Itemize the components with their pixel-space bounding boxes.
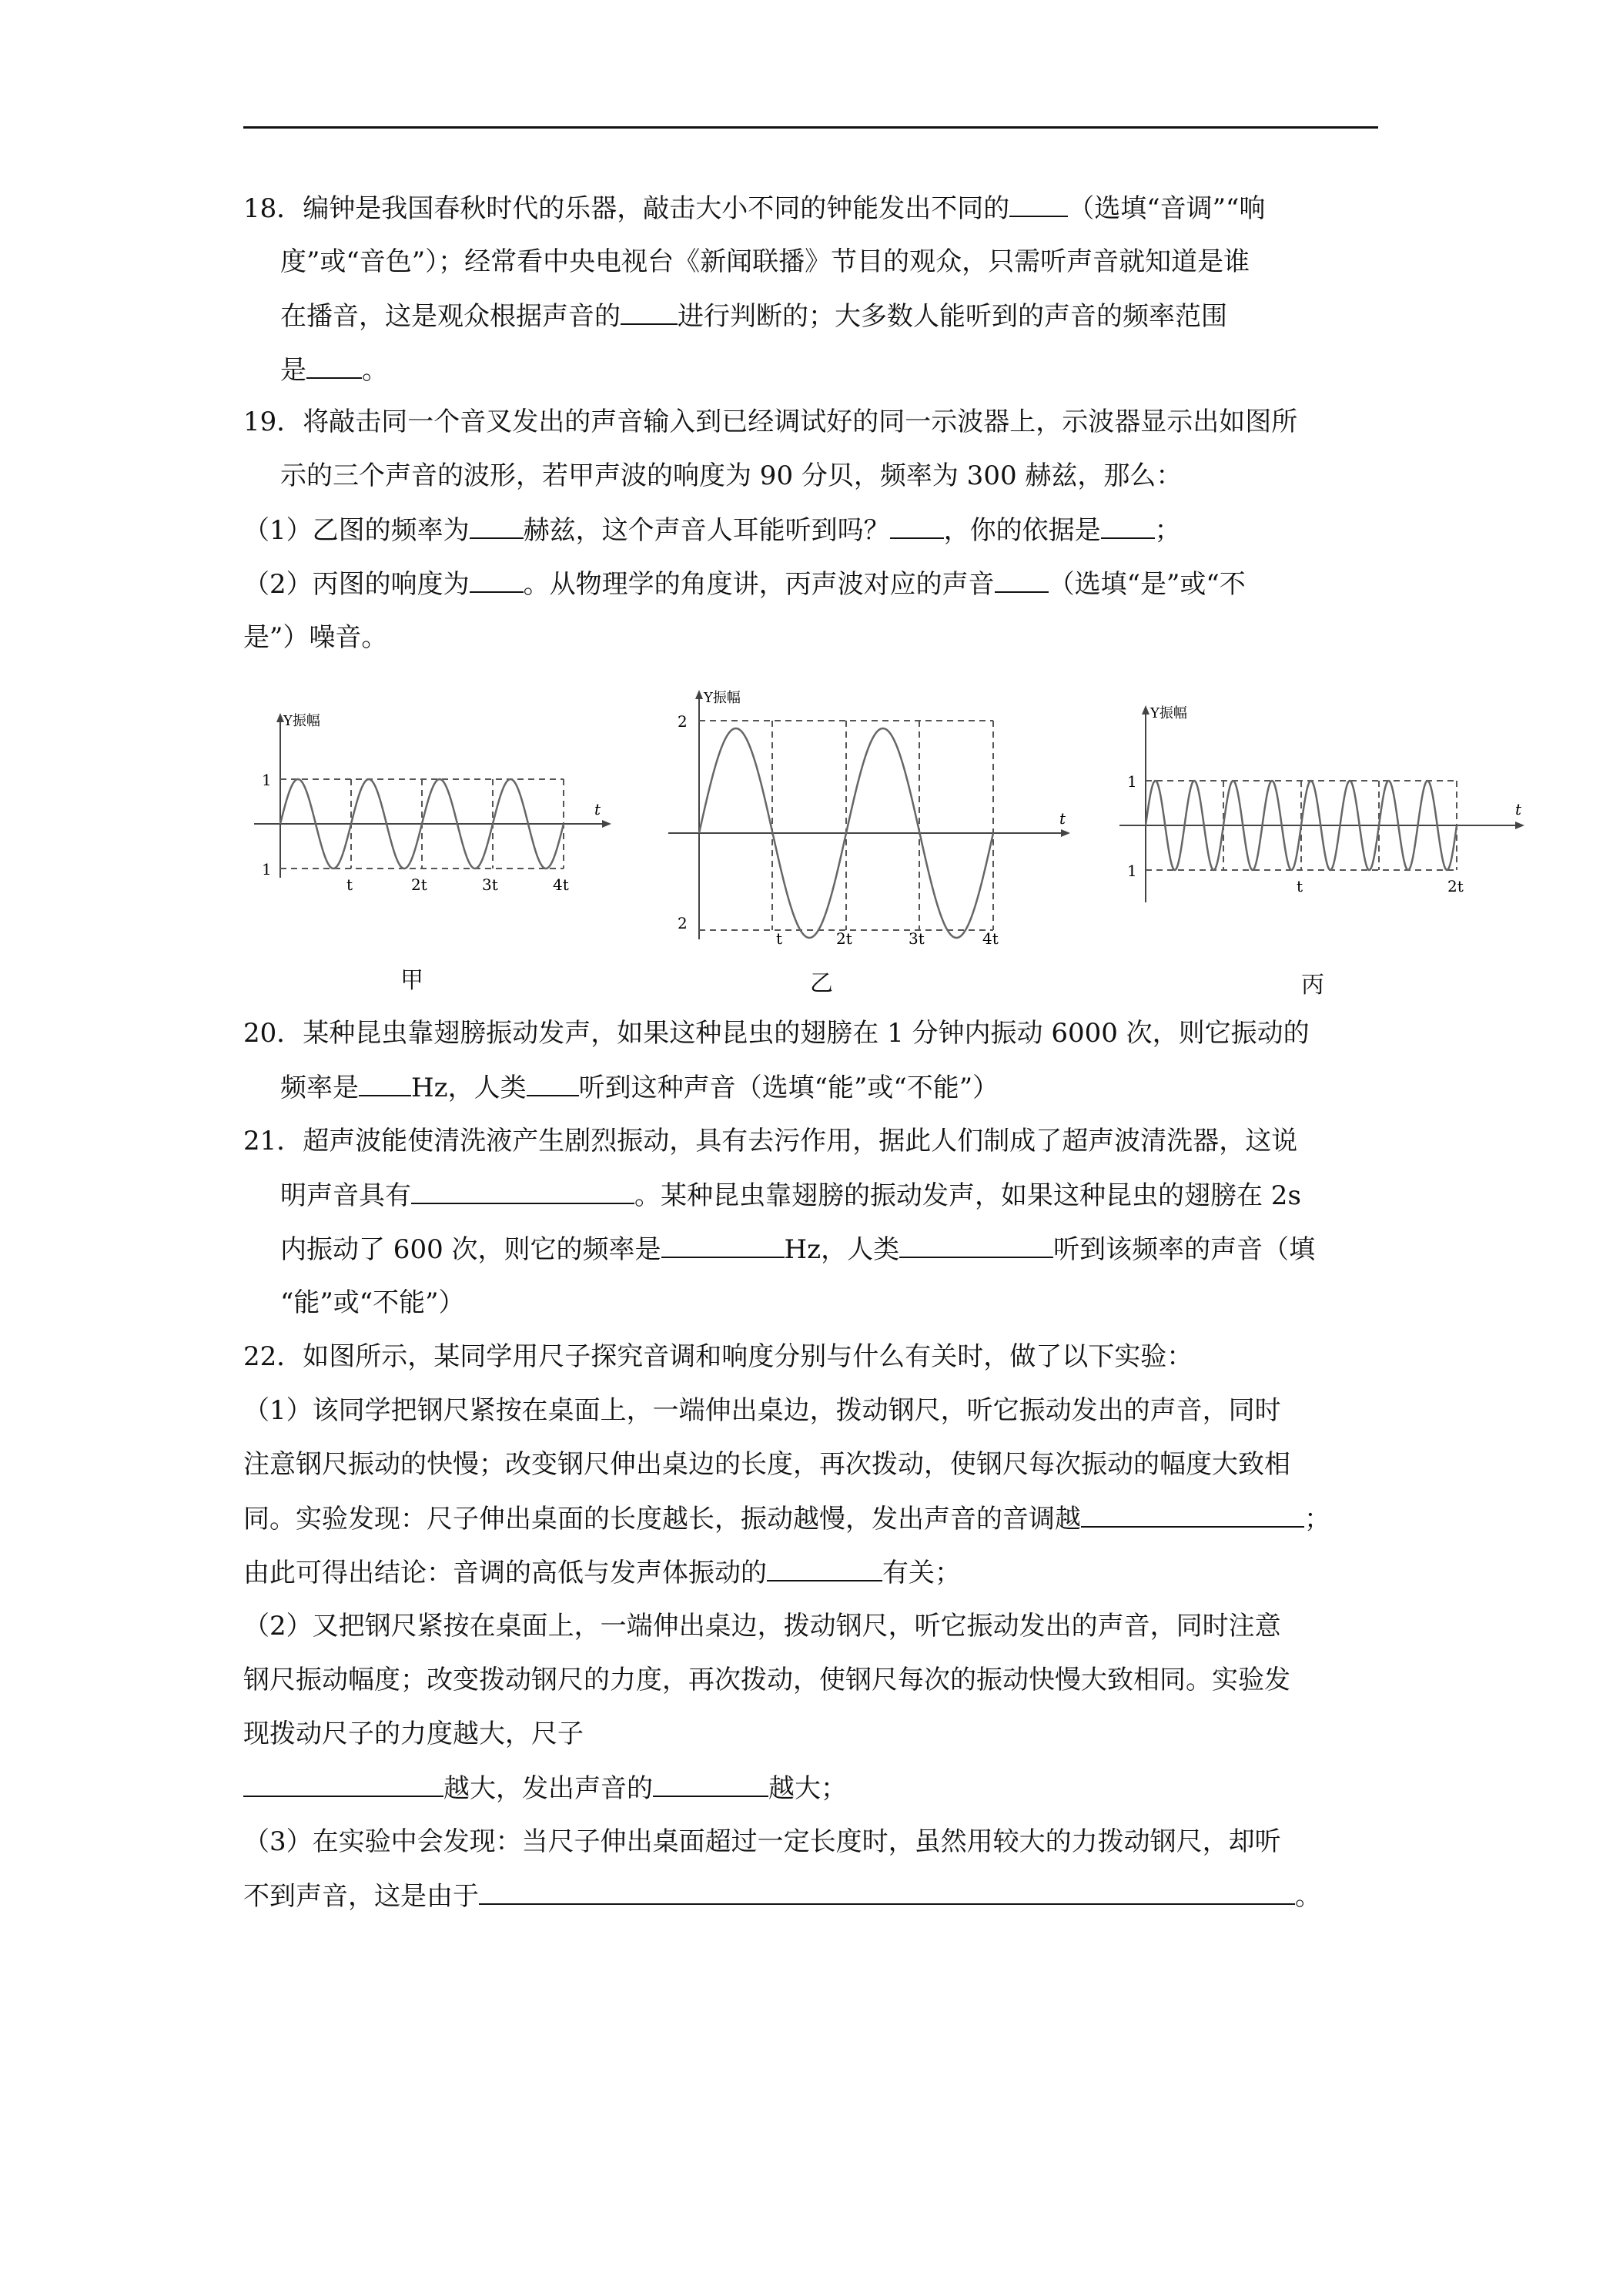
- x-tick: t: [1297, 877, 1303, 895]
- q20-text: 频率是: [280, 1073, 359, 1103]
- q19-text: （选填“是”或“不: [1048, 569, 1246, 600]
- q22-text: 现拨动尺子的力度越大，尺子: [243, 1719, 584, 1749]
- x-axis-label: t: [1515, 800, 1522, 818]
- q21-text: 内振动了 600 次，则它的频率是: [280, 1234, 661, 1265]
- q19-blank-3[interactable]: [1101, 514, 1155, 539]
- q19-text: 19．将敲击同一个音叉发出的声音输入到已经调试好的同一示波器上，示波器显示出如图所: [243, 407, 1298, 437]
- q22-text: 。: [1295, 1881, 1321, 1912]
- q19-text: ；: [1154, 515, 1181, 546]
- q21-text: “能”或“不能”）: [280, 1287, 465, 1318]
- q19-text: ，你的依据是: [943, 515, 1101, 546]
- q18-text: 在播音，这是观众根据声音的: [280, 301, 621, 332]
- y-axis-arrow-icon: [695, 690, 703, 699]
- q18-text: 18．编钟是我国春秋时代的乐器，敲击大小不同的钟能发出不同的: [243, 193, 1010, 224]
- q19-blank-2[interactable]: [890, 514, 944, 539]
- x-tick: t: [346, 875, 353, 893]
- x-tick: 2t: [411, 875, 427, 893]
- figure-yi: [662, 685, 1078, 950]
- q19-text: 。从物理学的角度讲，丙声波对应的声音: [523, 569, 995, 600]
- x-axis-label: t: [1059, 809, 1066, 828]
- q21-line-4: [280, 1287, 1378, 1318]
- q20-text: 听到这种声音（选填“能”或“不能”）: [578, 1073, 999, 1103]
- q18-line-2: [280, 246, 1378, 277]
- q22-blank-4[interactable]: [653, 1772, 768, 1797]
- x-axis-arrow-icon: [1061, 829, 1070, 837]
- x-axis-arrow-icon: [602, 820, 611, 828]
- q21-blank-2[interactable]: [661, 1233, 785, 1258]
- q19-text: 赫兹，这个声音人耳能听到吗？: [523, 515, 890, 546]
- q22-text: 越大，发出声音的: [443, 1773, 653, 1804]
- q22-text: 有关；: [882, 1558, 961, 1588]
- q22-blank-5[interactable]: [479, 1880, 1295, 1905]
- q18-line-4: [280, 354, 1378, 386]
- q18-line-1: [243, 192, 1378, 224]
- q19-line-1: [243, 407, 1378, 437]
- y-axis-label: Y振幅: [283, 713, 320, 729]
- q19-text: （2）丙图的响度为: [243, 569, 470, 600]
- y-tick-neg: 2: [678, 914, 688, 932]
- q21-text: Hz，人类: [784, 1234, 900, 1265]
- q22-line-3: [243, 1449, 1378, 1480]
- q18-blank-3[interactable]: [306, 354, 362, 379]
- figure-caption-yi: 乙: [810, 970, 833, 997]
- y-tick-neg: 1: [1127, 862, 1137, 880]
- q22-text: （1）该同学把钢尺紧按在桌面上，一端伸出桌边，拨动钢尺，听它振动发出的声音，同时: [243, 1395, 1281, 1426]
- y-axis-label: Y振幅: [704, 690, 741, 706]
- q18-text: 度”或“音色”）；经常看中央电视台《新闻联播》节目的观众，只需听声音就知道是谁: [280, 246, 1250, 277]
- q22-text: 22．如图所示，某同学用尺子探究音调和响度分别与什么有关时，做了以下实验：: [243, 1341, 1193, 1372]
- q20-text: Hz，人类: [411, 1073, 527, 1103]
- q22-line-7: [243, 1665, 1378, 1695]
- q19-text: （1）乙图的频率为: [243, 515, 470, 546]
- q18-text: 是: [280, 355, 306, 386]
- figure-jia: [239, 708, 624, 896]
- q22-blank-1[interactable]: [1081, 1503, 1304, 1528]
- x-tick: 4t: [553, 875, 569, 893]
- q21-blank-1[interactable]: [411, 1180, 634, 1204]
- q21-line-1: [243, 1126, 1378, 1156]
- x-tick: 4t: [982, 929, 999, 947]
- q20-blank-2[interactable]: [527, 1072, 579, 1096]
- header-rule: [243, 126, 1378, 129]
- q18-text: （选填“音调”“响: [1068, 193, 1266, 224]
- x-tick: 2t: [836, 929, 852, 947]
- q20-text: 20．某种昆虫靠翅膀振动发声，如果这种昆虫的翅膀在 1 分钟内振动 6000 次，则它振动的: [243, 1018, 1310, 1049]
- dashed-grid: [699, 721, 993, 930]
- q22-line-5: [243, 1557, 1378, 1588]
- q18-text: 进行判断的；大多数人能听到的声音的频率范围: [678, 301, 1227, 332]
- q22-text: 越大；: [768, 1773, 847, 1804]
- x-tick: 3t: [909, 929, 925, 947]
- q18-text: 。: [362, 355, 388, 386]
- x-axis-label: t: [594, 800, 601, 818]
- q20-blank-1[interactable]: [359, 1072, 411, 1096]
- q21-blank-3[interactable]: [899, 1233, 1053, 1258]
- q21-text: 听到该频率的声音（填: [1053, 1234, 1316, 1265]
- q21-text: 21．超声波能使清洗液产生剧烈振动，具有去污作用，据此人们制成了超声波清洗器，这说: [243, 1126, 1298, 1156]
- q22-line-9: [243, 1772, 1378, 1804]
- q22-line-1: [243, 1341, 1378, 1372]
- q22-line-4: [243, 1503, 1378, 1535]
- x-axis-arrow-icon: [1515, 822, 1524, 829]
- q22-line-11: [243, 1880, 1378, 1912]
- q18-blank-2[interactable]: [621, 300, 678, 325]
- q21-text: 。某种昆虫靠翅膀的振动发声，如果这种昆虫的翅膀在 2s: [634, 1180, 1301, 1211]
- figure-bing: [1109, 701, 1540, 912]
- y-axis-arrow-icon: [1142, 705, 1149, 715]
- q19-line-4: [243, 568, 1378, 600]
- q22-blank-2[interactable]: [767, 1557, 882, 1581]
- y-tick-pos: 1: [1127, 772, 1137, 791]
- q22-line-8: [243, 1719, 1378, 1749]
- q22-blank-3[interactable]: [243, 1772, 443, 1797]
- q21-line-3: [280, 1233, 1378, 1265]
- q20-line-1: [243, 1018, 1378, 1049]
- q22-text: 由此可得出结论：音调的高低与发声体振动的: [243, 1558, 767, 1588]
- q19-line-5: [243, 622, 1378, 653]
- q20-line-2: [280, 1072, 1378, 1103]
- q22-text: 注意钢尺振动的快慢；改变钢尺伸出桌边的长度，再次拨动，使钢尺每次振动的幅度大致相: [243, 1449, 1290, 1480]
- q22-text: 不到声音，这是由于: [243, 1881, 479, 1912]
- x-tick: 2t: [1447, 877, 1464, 895]
- q22-text: （3）在实验中会发现：当尺子伸出桌面超过一定长度时，虽然用较大的力拨动钢尺，却听: [243, 1826, 1281, 1857]
- q19-line-2: [280, 460, 1378, 491]
- q22-line-2: [243, 1395, 1378, 1426]
- figure-caption-bing: 丙: [1301, 972, 1324, 999]
- q19-text: 示的三个声音的波形，若甲声波的响度为 90 分贝，频率为 300 赫兹，那么：: [280, 460, 1183, 491]
- q22-line-6: [243, 1611, 1378, 1642]
- y-axis-label: Y振幅: [1150, 705, 1187, 721]
- y-tick-neg: 1: [262, 860, 272, 879]
- q22-line-10: [243, 1826, 1378, 1857]
- q19-line-3: [243, 514, 1378, 546]
- q18-line-3: [280, 300, 1378, 332]
- figure-caption-jia: 甲: [400, 967, 423, 994]
- q19-blank-5[interactable]: [995, 568, 1049, 593]
- q22-text: 同。实验发现：尺子伸出桌面的长度越长，振动越慢，发出声音的音调越: [243, 1504, 1081, 1535]
- q21-text: 明声音具有: [280, 1180, 411, 1211]
- q19-blank-1[interactable]: [470, 514, 524, 539]
- y-tick-pos: 2: [678, 712, 688, 731]
- q22-text: （2）又把钢尺紧按在桌面上，一端伸出桌边，拨动钢尺，听它振动发出的声音，同时注意: [243, 1611, 1281, 1642]
- q19-blank-4[interactable]: [470, 568, 524, 593]
- q18-blank-1[interactable]: [1009, 192, 1068, 217]
- q22-text: ；: [1304, 1504, 1330, 1535]
- q21-line-2: [280, 1180, 1378, 1211]
- q19-text: 是”）噪音。: [243, 622, 388, 653]
- x-tick: 3t: [482, 875, 498, 893]
- y-tick-pos: 1: [262, 771, 272, 789]
- q22-text: 钢尺振动幅度；改变拨动钢尺的力度，再次拨动，使钢尺每次的振动快慢大致相同。实验发: [243, 1665, 1290, 1695]
- x-tick: t: [776, 929, 783, 947]
